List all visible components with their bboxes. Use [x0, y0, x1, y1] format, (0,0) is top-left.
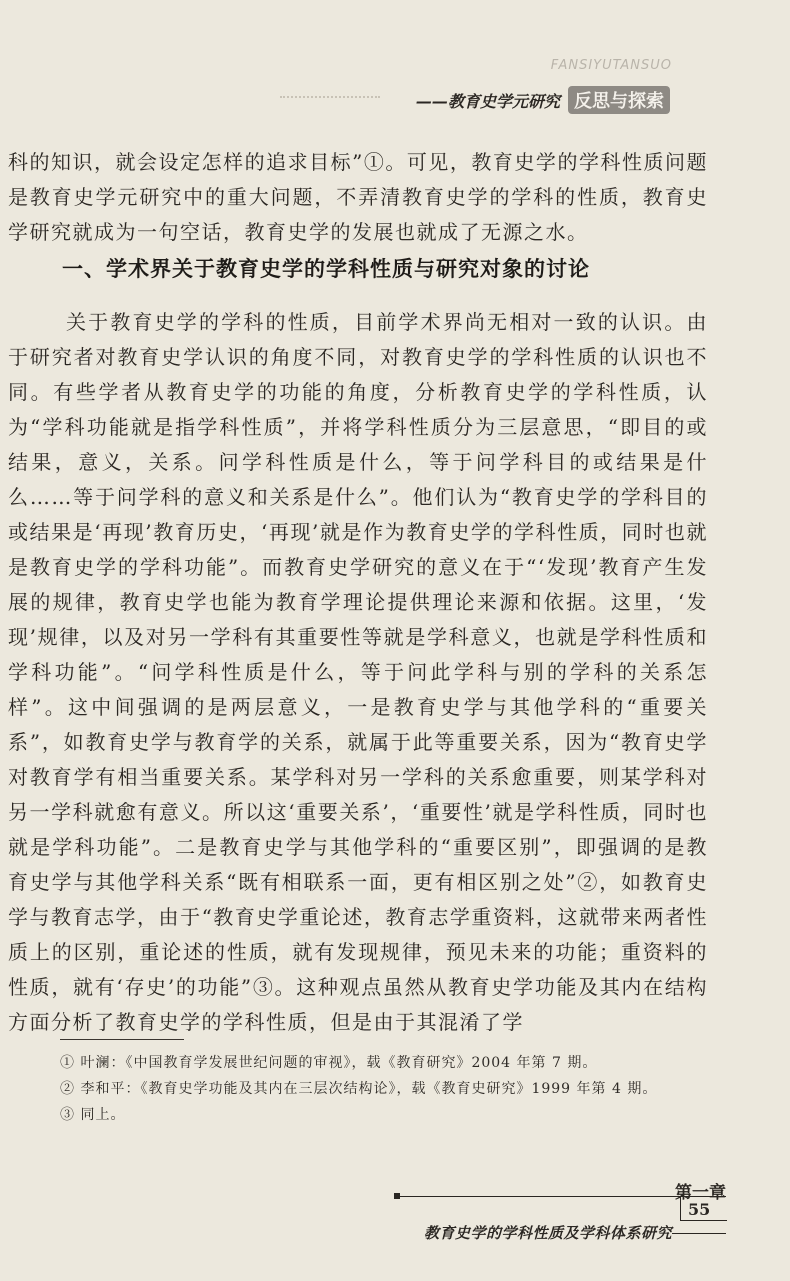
footnote-rule	[60, 1039, 184, 1040]
main-paragraph: 关于教育史学的学科的性质，目前学术界尚无相对一致的认识。由于研究者对教育史学认识的角度不同，对教育史学的学科性质的认识也不同。有些学者从教育史学的功能的角度，分析教育史学的学科性质，认为“学科功能就是指学科性质”，并将学科性质分为三层意思，“即目的或结果，意义，关系。问学科性质是什么，等于问学科目的或结果是什么……等于问学科的意义和关系是什么”。他们认为“教育史学的学科目的或结果是‘再现’教育历史，‘再现’就是作为教育史学的学科性质，同时也就是教育史学的学科功能”。而教育史学研究的意义在于“‘发现’教育产生发展的规律，教育史学也能为教育学理论提供理论来源和依据。这里，‘发现’规律，以及对另一学科有其重要性等就是学科意义，也就是学科性质和学科功能”。“问学科性质是什么，等于问此学科与别的学科的关系怎样”。这中间强调的是两层意义，一是教育史学与其他学科的“重要关系”，如教育史学与教育学的关系，就属于此等重要关系，因为“教育史学对教育学有相当重要关系。某学科对另一学科的关系愈重要，则某学科对另一学科就愈有意义。所以这‘重要关系’，‘重要性’就是学科性质，同时也就是学科功能”。二是教育史学与其他学科的“重要区别”，即强调的是教育史学与其他学科关系“既有相联系一面，更有相区别之处”②，如教育史学与教育志学，由于“教育史学重论述，教育志学重资料，这就带来两者性质上的区别，重论述的性质，就有发现规律，预见未来的功能；重资料的性质，就有‘存史’的功能”③。这种观点虽然从教育史学功能及其内在结构方面分析了教育史学的学科性质，但是由于其混淆了学	[8, 310, 708, 1034]
header-title: ——教育史学元研究	[415, 91, 560, 111]
footer-title-rule	[672, 1233, 726, 1234]
chapter-label: 第一章	[675, 1183, 726, 1203]
footnotes	[60, 1050, 670, 1128]
footnote-3: ③ 同上。	[60, 1107, 126, 1123]
page-number: 55	[688, 1200, 711, 1219]
header-badge: 反思与探索	[568, 86, 670, 114]
footnote-1: ① 叶澜：《中国教育学发展世纪问题的审视》，载《教育研究》2004 年第 7 期。	[60, 1055, 598, 1071]
intro-paragraph: 科的知识，就会设定怎样的追求目标”①。可见，教育史学的学科性质问题是教育史学元研究中的重大问题，不弄清教育史学的学科的性质，教育史学研究就成为一句空话，教育史学的发展也就成了无源之水。	[8, 150, 708, 244]
running-header	[416, 86, 670, 114]
header-dotted-rule	[280, 96, 380, 98]
header-pinyin-subtitle: FANSIYUTANSUO	[550, 58, 672, 73]
footnote-2: ② 李和平：《教育史学功能及其内在三层次结构论》，载《教育史研究》1999 年第 4 期。	[60, 1081, 658, 1097]
footer-book-title: 教育史学的学科性质及学科体系研究	[424, 1224, 673, 1242]
footer-rule	[394, 1196, 726, 1197]
section-heading: 一、学术界关于教育史学的学科性质与研究对象的讨论	[62, 257, 590, 281]
